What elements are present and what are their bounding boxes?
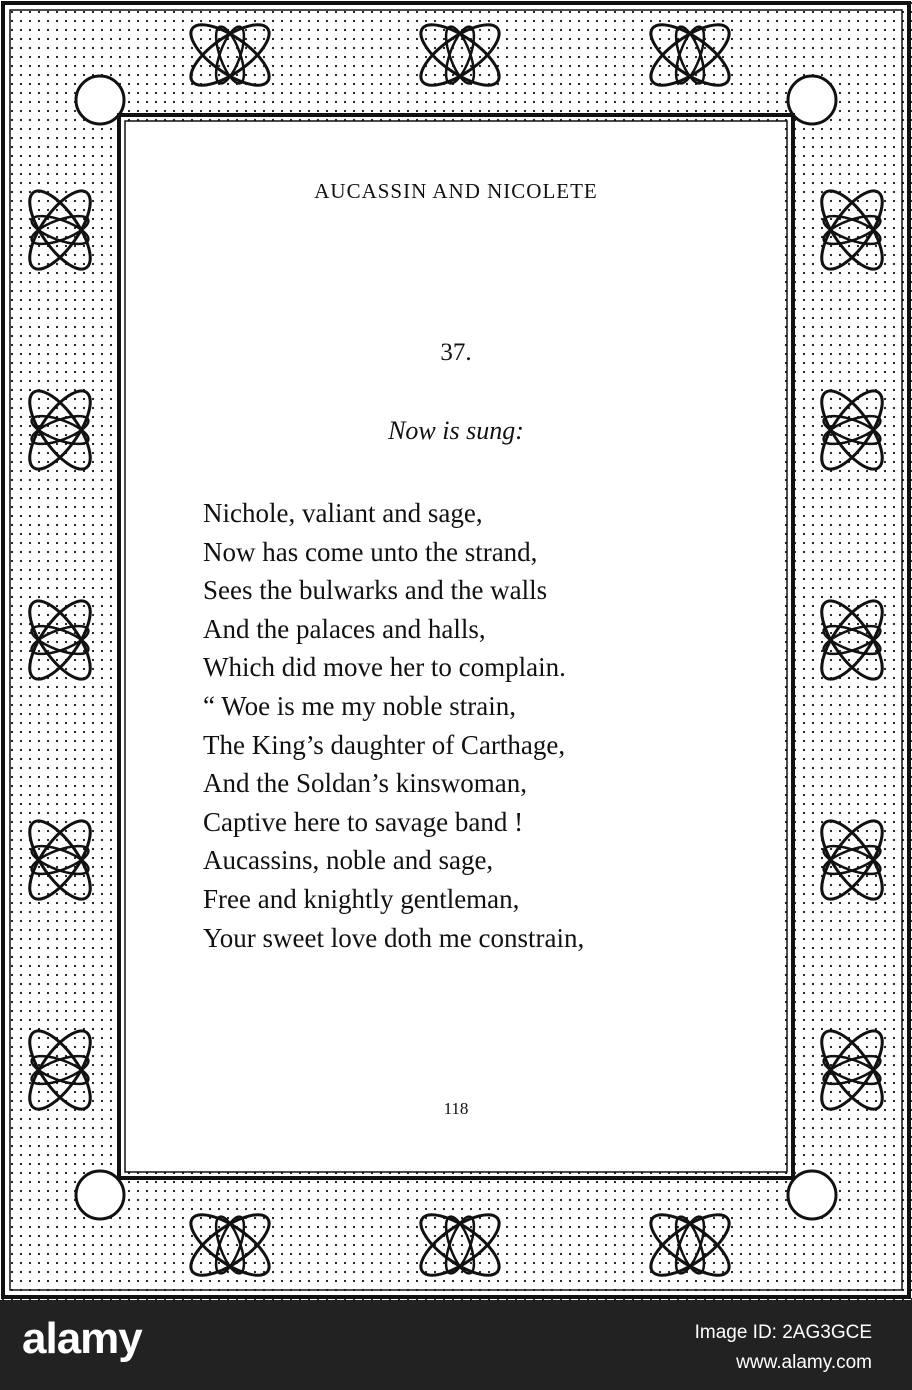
verse-line: Aucassins, noble and sage, [203, 845, 494, 876]
verse-line: Which did move her to complain. [203, 652, 566, 683]
running-head: AUCASSIN AND NICOLETE [314, 179, 598, 203]
section-number: 37. [440, 339, 472, 366]
alamy-logo: alamy [22, 1314, 142, 1363]
verse-line: Free and knightly gentleman, [203, 883, 520, 914]
verse-line: Sees the bulwarks and the walls [203, 575, 548, 606]
verse-line: Your sweet love doth me constrain, [203, 922, 585, 953]
verse-line: And the palaces and halls, [203, 613, 486, 644]
verse-line: Nichole, valiant and sage, [203, 498, 483, 528]
watermark-footer [0, 1300, 912, 1390]
song-intro: Now is sung: [388, 416, 524, 445]
image-id: Image ID: 2AG3GCE [694, 1322, 872, 1343]
text-panel [128, 124, 784, 1169]
page-number: 118 [443, 1099, 469, 1118]
verse-line: The King’s daughter of Carthage, [203, 729, 566, 760]
verse-line: Captive here to savage band ! [203, 806, 524, 837]
site-url: www.alamy.com [736, 1352, 872, 1373]
verse-line: Now has come unto the strand, [203, 536, 538, 567]
verse-line: And the Soldan’s kinswoman, [203, 768, 527, 799]
verse-line: “ Woe is me my noble strain, [203, 690, 517, 721]
verse [203, 494, 584, 957]
